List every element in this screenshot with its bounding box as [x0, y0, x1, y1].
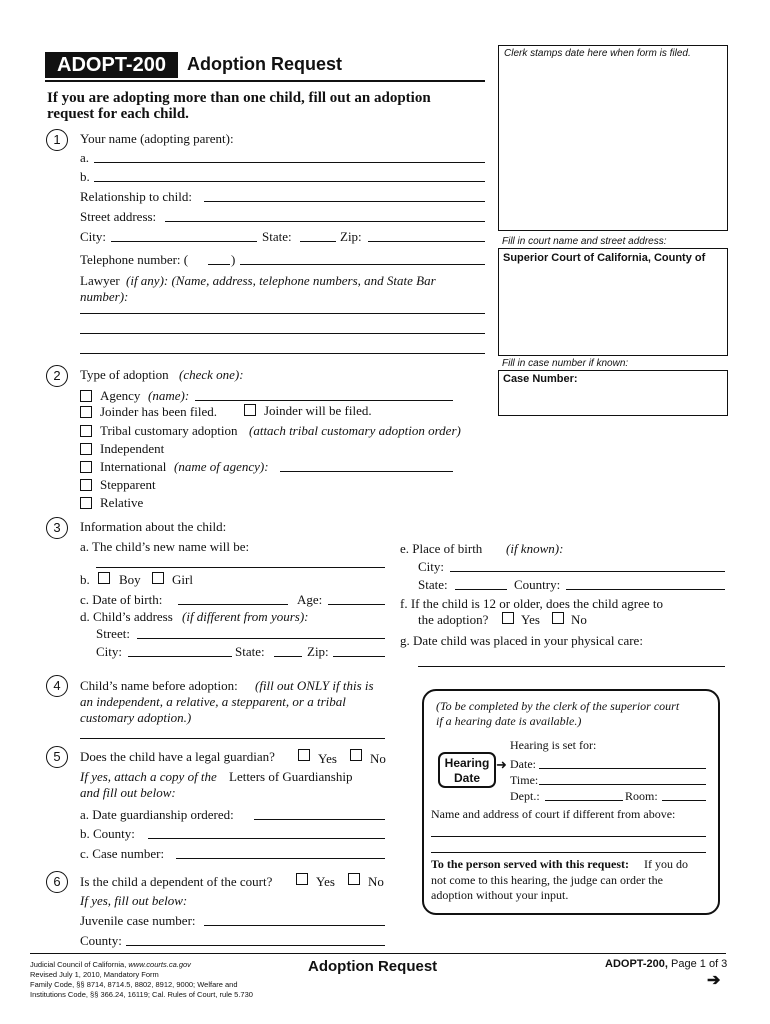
s4-note-3: customary adoption.): [80, 710, 192, 725]
s3-birth-state-field[interactable]: [455, 589, 507, 590]
s4-note-1: (fill out ONLY if this is: [255, 678, 374, 693]
s5-county-field[interactable]: [148, 838, 385, 839]
s3-info-label: Information about the child:: [80, 519, 227, 534]
s3-dob-field[interactable]: [178, 604, 288, 605]
s3-new-name-field[interactable]: [96, 567, 385, 568]
hearing-set-for: Hearing is set for:: [510, 738, 597, 752]
s6-county-field[interactable]: [126, 945, 385, 946]
girl-checkbox[interactable]: [152, 572, 164, 584]
hearing-served-2: not come to this hearing, the judge can order the: [431, 873, 663, 887]
s3-birth-country-field[interactable]: [566, 589, 725, 590]
s3-birthplace-note: (if known):: [506, 541, 564, 556]
s1-your-name-label: Your name (adopting parent):: [80, 131, 234, 146]
intro-line-2: request for each child.: [47, 106, 189, 122]
joinder-will-label: Joinder will be filed.: [264, 403, 372, 418]
footer-form-code: ADOPT-200,: [605, 958, 668, 970]
s5-date-field[interactable]: [254, 819, 385, 820]
footer-page-number: Page 1 of 3: [671, 958, 728, 970]
case-number-label: Case Number:: [503, 373, 578, 385]
agency-checkbox[interactable]: [80, 390, 92, 402]
s1-lawyer-field-1[interactable]: [80, 313, 485, 314]
international-agency-field[interactable]: [280, 471, 453, 472]
s4-prior-name-field[interactable]: [80, 738, 385, 739]
court-note: Fill in court name and street address:: [502, 236, 667, 247]
agency-name-field[interactable]: [195, 400, 453, 401]
guardian-yes-checkbox[interactable]: [298, 749, 310, 761]
s1-relationship-field[interactable]: [204, 201, 485, 202]
s3-birthplace-label: e. Place of birth: [400, 541, 483, 556]
s5-case-label: c. Case number:: [80, 846, 165, 861]
hearing-name-address-label: Name and address of court if different from above:: [431, 807, 676, 821]
hearing-dept-field[interactable]: [545, 800, 623, 801]
tribal-checkbox[interactable]: [80, 425, 92, 437]
s6-county-label: County:: [80, 933, 122, 948]
s3-agree-label-2: the adoption?: [418, 612, 489, 627]
hearing-served-1: If you do: [644, 857, 688, 871]
s3-b-label: b.: [80, 572, 90, 587]
s4-label: Child’s name before adoption:: [80, 678, 238, 693]
footer-line-3: Family Code, §§ 8714, 8714.5, 8802, 8912, 9000; Welfare and: [30, 980, 238, 989]
s3-city-field[interactable]: [128, 656, 232, 657]
tribal-label: Tribal customary adoption: [100, 423, 238, 438]
s6-question: Is the child a dependent of the court?: [80, 874, 273, 889]
relative-checkbox[interactable]: [80, 497, 92, 509]
s3-placed-date-field[interactable]: [418, 666, 725, 667]
international-checkbox[interactable]: [80, 461, 92, 473]
hearing-time-label: Time:: [510, 773, 539, 787]
international-label: International: [100, 459, 167, 474]
s6-if-yes: If yes, fill out below:: [80, 893, 188, 908]
s5-county-label: b. County:: [80, 826, 135, 841]
dependent-no-checkbox[interactable]: [348, 873, 360, 885]
agree-no-checkbox[interactable]: [552, 612, 564, 624]
s1-state-field[interactable]: [300, 241, 336, 242]
s1-street-field[interactable]: [165, 221, 485, 222]
footer-page-info: [605, 958, 727, 970]
s1-b-label: b.: [80, 169, 90, 184]
s3-state-field[interactable]: [274, 656, 302, 657]
s3-address-label: d. Child’s address: [80, 609, 173, 624]
section-4-number: 4: [46, 675, 68, 697]
s3-age-field[interactable]: [328, 604, 385, 605]
s3-new-name-label: a. The child’s new name will be:: [80, 539, 250, 554]
footer-line-4: Institutions Code, §§ 366.24, 16119; Cal. Rules of Court, rule 5.730: [30, 990, 253, 999]
court-name-label: Superior Court of California, County of: [503, 252, 706, 264]
hearing-arrow: ➜: [496, 757, 507, 772]
hearing-note-2: if a hearing date is available.): [436, 714, 582, 728]
s5-case-field[interactable]: [176, 858, 385, 859]
form-title: Adoption Request: [187, 54, 342, 74]
s1-street-label: Street address:: [80, 209, 157, 224]
guardian-no-label: No: [370, 751, 386, 766]
s1-lawyer-field-3[interactable]: [80, 353, 485, 354]
form-code-badge: ADOPT-200: [45, 52, 178, 78]
guardian-yes-label: Yes: [318, 751, 337, 766]
s1-telephone-field[interactable]: [240, 264, 485, 265]
section-5-number: 5: [46, 746, 68, 768]
s3-birth-state-label: State:: [418, 577, 448, 592]
boy-label: Boy: [119, 572, 141, 587]
clerk-stamp-note: Clerk stamps date here when form is filed.: [504, 48, 691, 59]
stepparent-checkbox[interactable]: [80, 479, 92, 491]
s2-check-one: (check one):: [179, 367, 244, 382]
s5-question: Does the child have a legal guardian?: [80, 749, 275, 764]
s1-zip-label: Zip:: [340, 229, 362, 244]
s1-a-label: a.: [80, 150, 90, 165]
hearing-time-field[interactable]: [539, 784, 706, 785]
independent-label: Independent: [100, 441, 165, 456]
s5-if-yes: If yes, attach a copy of the: [80, 769, 217, 784]
dependent-yes-label: Yes: [316, 874, 335, 889]
hearing-court-field-1[interactable]: [431, 836, 706, 837]
s1-name-b-field[interactable]: [94, 181, 485, 182]
section-2-number: 2: [46, 365, 68, 387]
s3-birth-city-field[interactable]: [450, 571, 725, 572]
s3-placed-label: g. Date child was placed in your physical care:: [400, 633, 643, 648]
international-name-label: (name of agency):: [174, 459, 269, 474]
s1-telephone-label: Telephone number: (: [80, 252, 189, 267]
s3-zip-field[interactable]: [333, 656, 385, 657]
relative-label: Relative: [100, 495, 144, 510]
intro-line-1: If you are adopting more than one child, fill out an adoption: [47, 90, 431, 106]
s3-birth-city-label: City:: [418, 559, 445, 574]
s1-city-label: City:: [80, 229, 107, 244]
joinder-filed-label: Joinder has been filed.: [100, 404, 217, 419]
next-page-arrow-icon[interactable]: ➔: [707, 972, 721, 989]
s1-relationship-label: Relationship to child:: [80, 189, 192, 204]
s6-juvenile-field[interactable]: [204, 925, 385, 926]
hearing-to-person: To the person served with this request:: [431, 857, 630, 871]
hearing-date-badge: [438, 752, 496, 788]
joinder-will-checkbox[interactable]: [244, 404, 256, 416]
hearing-room-field[interactable]: [662, 800, 706, 801]
hearing-date-field[interactable]: [539, 768, 706, 769]
agree-yes-label: Yes: [521, 612, 540, 627]
dependent-yes-checkbox[interactable]: [296, 873, 308, 885]
section-1-number: 1: [46, 129, 68, 151]
girl-label: Girl: [172, 572, 193, 587]
footer-website-link[interactable]: www.courts.ca.gov: [128, 960, 191, 969]
s1-lawyer-label: Lawyer: [80, 273, 120, 288]
s1-lawyer-detail-1: (if any): (Name, address, telephone numbers, and State Bar: [126, 273, 436, 288]
hearing-badge-line-1: Hearing: [444, 756, 490, 770]
independent-checkbox[interactable]: [80, 443, 92, 455]
agency-label: Agency: [100, 388, 141, 403]
s4-note-2: an independent, a relative, a stepparent, or a tribal: [80, 694, 346, 709]
s3-dob-label: c. Date of birth:: [80, 592, 163, 607]
s1-paren-close: ): [231, 252, 236, 267]
s3-street-label: Street:: [96, 626, 130, 641]
s3-zip-label: Zip:: [307, 644, 329, 659]
footer-title: Adoption Request: [308, 958, 438, 975]
s3-age-label: Age:: [297, 592, 323, 607]
s1-state-label: State:: [262, 229, 292, 244]
agree-yes-checkbox[interactable]: [502, 612, 514, 624]
hearing-served-3: adoption without your input.: [431, 888, 569, 902]
s2-type-label: Type of adoption: [80, 367, 169, 382]
footer-rule: [30, 953, 726, 954]
dependent-no-label: No: [368, 874, 384, 889]
hearing-date-label: Date:: [510, 757, 536, 771]
hearing-room-label: Room:: [625, 789, 658, 803]
hearing-badge-line-2: Date: [453, 771, 480, 785]
s5-letters: Letters of Guardianship: [229, 769, 353, 784]
section-3-number: 3: [46, 517, 68, 539]
s1-city-field[interactable]: [111, 241, 257, 242]
footer-council: Judicial Council of California,: [30, 960, 127, 969]
s6-juvenile-label: Juvenile case number:: [80, 913, 196, 928]
s3-address-note: (if different from yours):: [182, 609, 309, 624]
guardian-no-checkbox[interactable]: [350, 749, 362, 761]
hearing-note-1: (To be completed by the clerk of the superior court: [436, 699, 680, 713]
s5-date-label: a. Date guardianship ordered:: [80, 807, 234, 822]
s1-lawyer-field-2[interactable]: [80, 333, 485, 334]
s3-agree-label-1: f. If the child is 12 or older, does the child agree to: [400, 596, 664, 611]
agree-no-label: No: [571, 612, 587, 627]
stepparent-label: Stepparent: [100, 477, 156, 492]
footer-line-2: Revised July 1, 2010, Mandatory Form: [30, 970, 159, 979]
joinder-filed-checkbox[interactable]: [80, 406, 92, 418]
s3-state-label: State:: [235, 644, 265, 659]
header-rule: [45, 80, 485, 82]
s3-city-label: City:: [96, 644, 123, 659]
boy-checkbox[interactable]: [98, 572, 110, 584]
s5-fill-below: and fill out below:: [80, 785, 176, 800]
footer-line-1: [30, 960, 191, 969]
tribal-note: (attach tribal customary adoption order): [249, 423, 461, 438]
s1-name-a-field[interactable]: [94, 162, 485, 163]
section-6-number: 6: [46, 871, 68, 893]
s3-street-field[interactable]: [137, 638, 385, 639]
court-name-box[interactable]: [498, 248, 728, 356]
s1-zip-field[interactable]: [368, 241, 485, 242]
hearing-dept-label: Dept.:: [510, 789, 540, 803]
s1-lawyer-detail-2: number):: [80, 289, 129, 304]
case-number-note: Fill in case number if known:: [502, 358, 629, 369]
hearing-court-field-2[interactable]: [431, 852, 706, 853]
clerk-stamp-box[interactable]: [498, 45, 728, 231]
s3-birth-country-label: Country:: [514, 577, 561, 592]
s1-area-code-field[interactable]: [208, 264, 230, 265]
agency-name-label: (name):: [148, 388, 190, 403]
